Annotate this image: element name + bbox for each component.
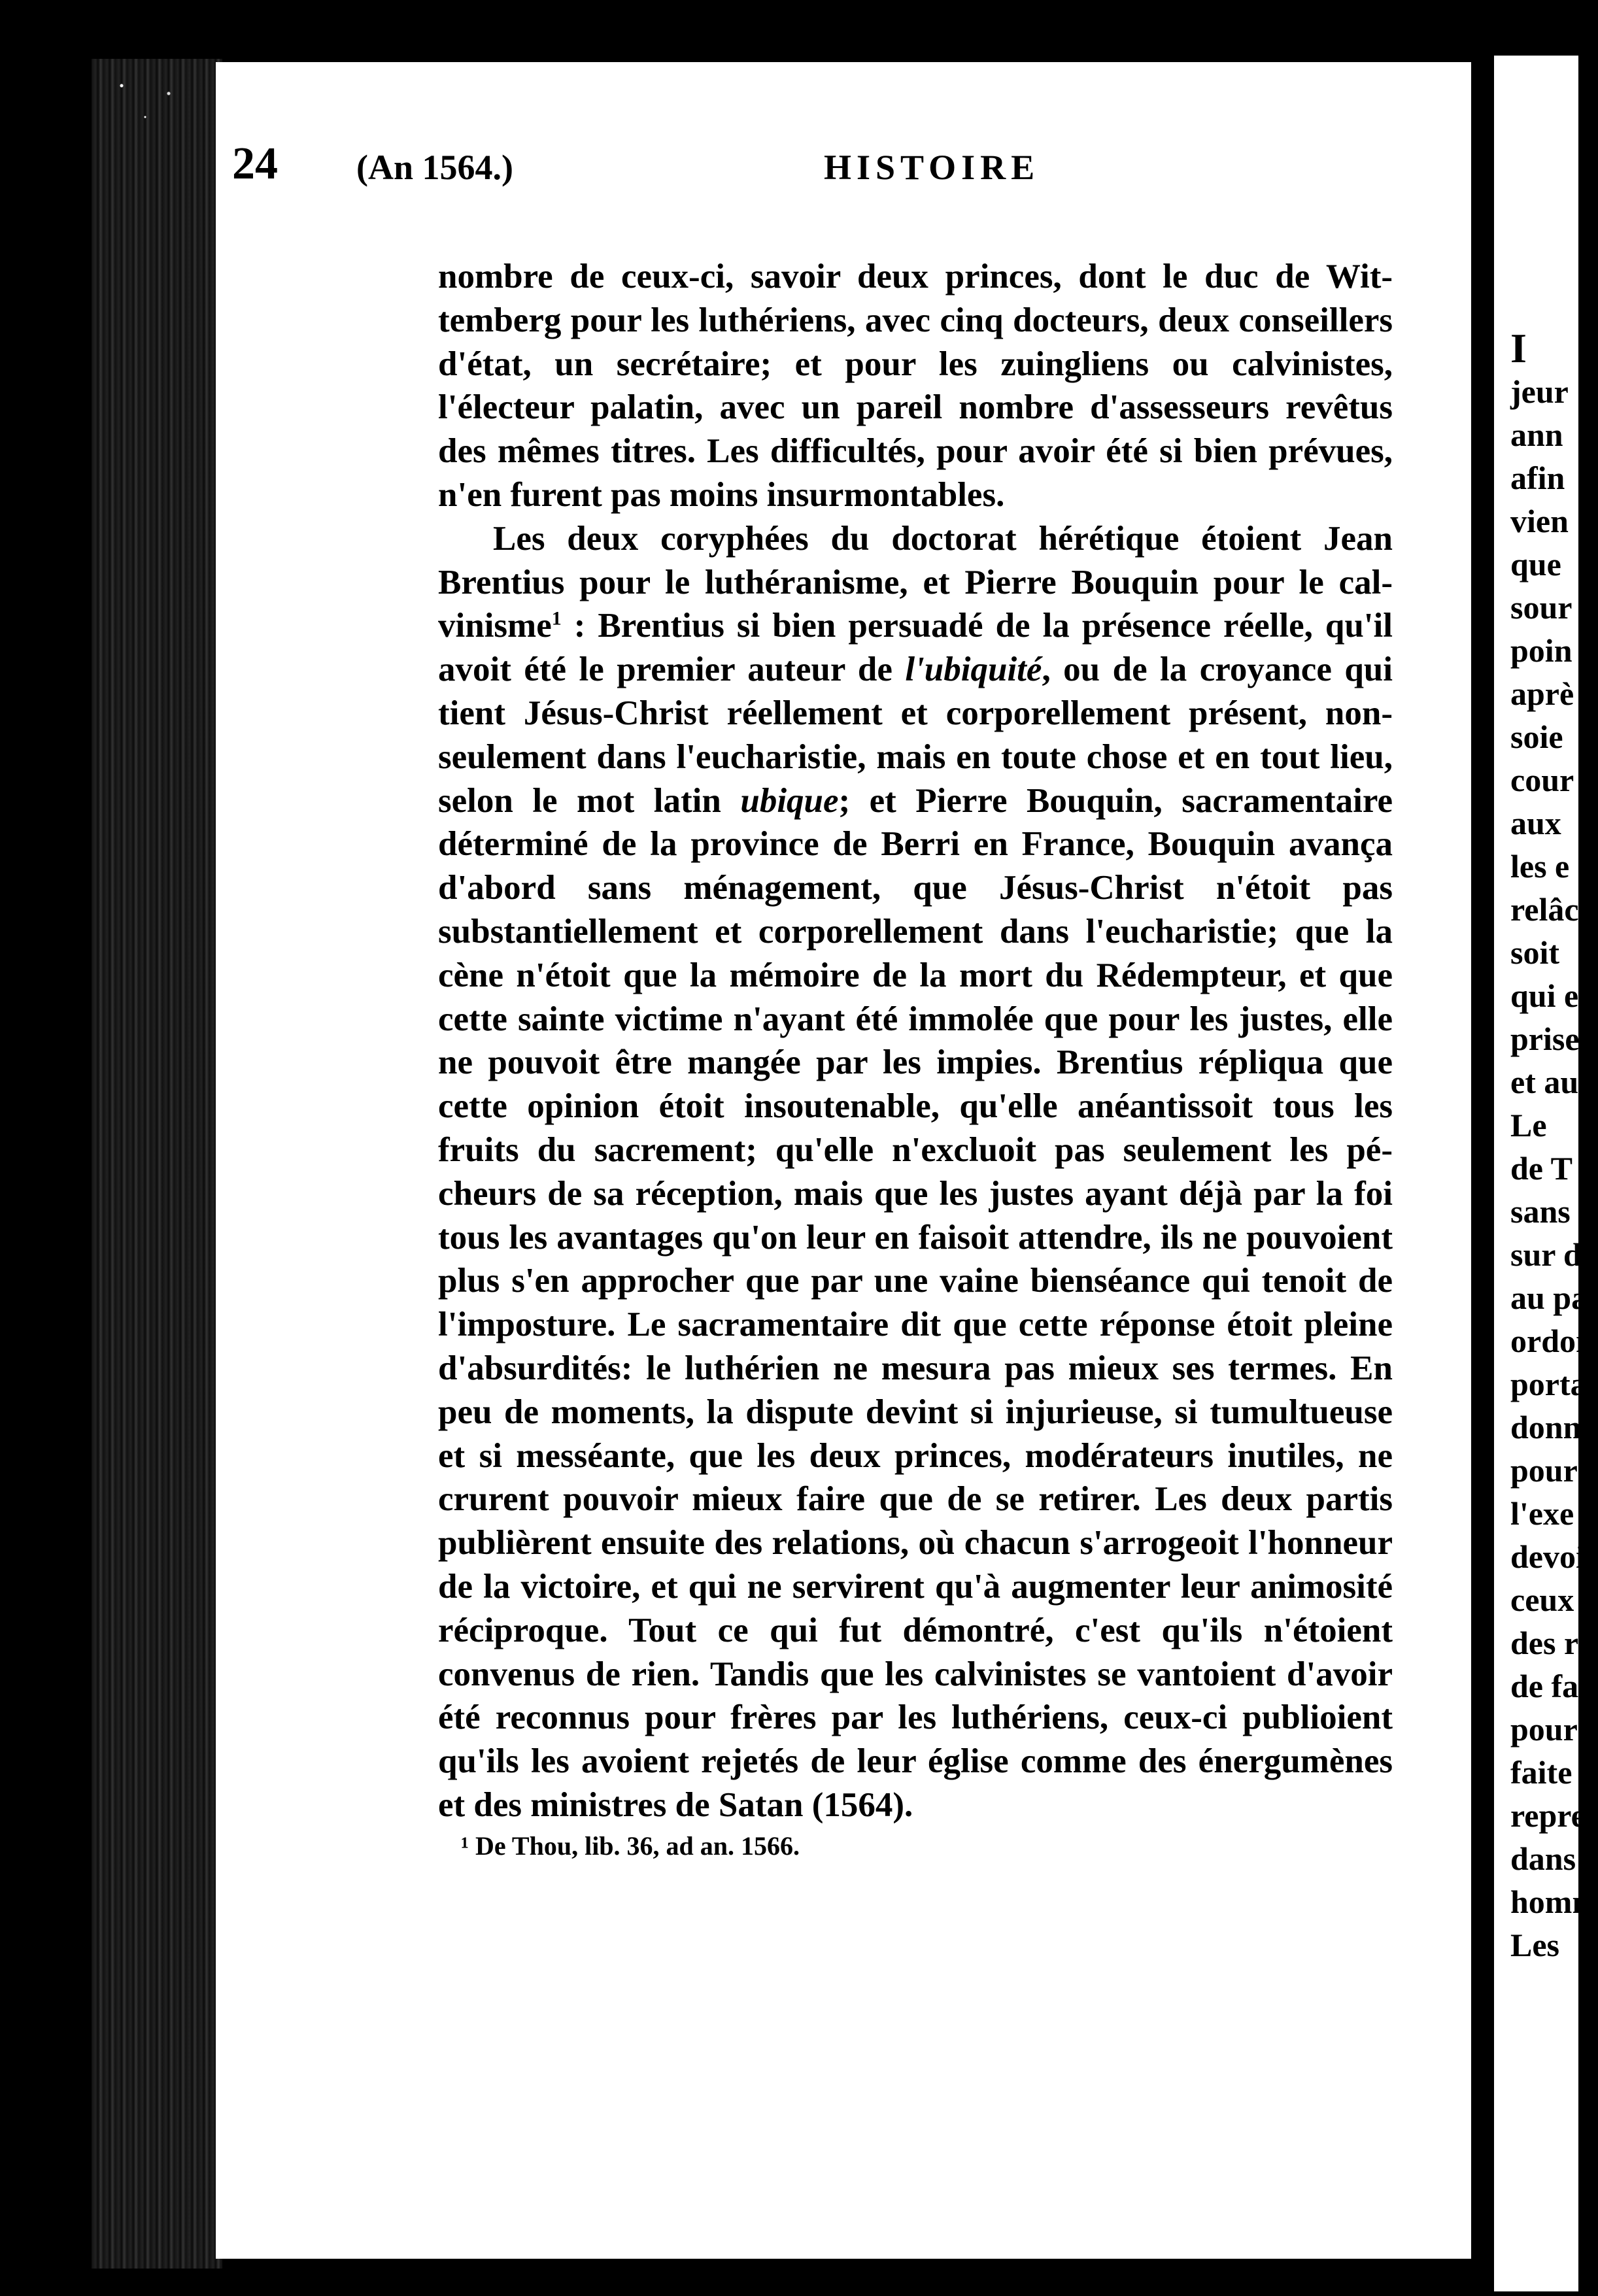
text-run: , ou de la croyance qui tient Jésus-Christ réellement et corporellement présent, nonseulement dans l'eucharistie, mais en toute chose et en tout lieu, selon le mot latin [438, 650, 1393, 820]
text-run: : Brentius si bien persuadé de la présence réelle, qu'il avoit été le premier auteur de [438, 607, 1393, 689]
adjacent-page-line: aprè [1510, 675, 1574, 712]
adjacent-page-line: Les [1510, 1927, 1559, 1963]
adjacent-page-line: des r [1510, 1625, 1579, 1661]
adjacent-page-line: soit [1510, 934, 1559, 971]
running-head [232, 139, 1148, 212]
adjacent-page-line: aux [1510, 805, 1561, 841]
adjacent-page-line: soie [1510, 718, 1563, 755]
adjacent-page-line: homn [1510, 1883, 1591, 1920]
adjacent-page-line: que [1510, 546, 1561, 582]
adjacent-page-line: repres [1510, 1797, 1598, 1834]
book-binding-edge [92, 59, 222, 2269]
adjacent-page-line: les e [1510, 848, 1570, 885]
adjacent-page-line: de fai [1510, 1668, 1588, 1704]
italic-term: ubique [740, 781, 839, 820]
header-title: HISTOIRE [824, 148, 1040, 187]
footnote: ¹ De Thou, lib. 36, ad an. 1566. [461, 1831, 800, 1861]
adjacent-page-line: prise [1510, 1021, 1580, 1057]
adjacent-page-line: dans [1510, 1840, 1576, 1877]
adjacent-page-line: qui e [1510, 977, 1579, 1014]
adjacent-page-line: pour [1510, 1452, 1578, 1489]
adjacent-page-line: l'exe [1510, 1495, 1574, 1532]
adjacent-page-line: relâc [1510, 891, 1579, 928]
italic-term: l'ubiquité [905, 650, 1042, 689]
paragraph [438, 517, 1393, 1827]
adjacent-page-line: I [1510, 325, 1527, 371]
scan-noise [98, 62, 216, 141]
adjacent-page-line: vien [1510, 503, 1569, 539]
footnote-marker: 1 [551, 607, 562, 630]
adjacent-page [1494, 56, 1598, 2291]
adjacent-page-line: au pa [1510, 1279, 1588, 1316]
adjacent-page-line: Le [1510, 1107, 1547, 1143]
paragraph: nombre de ceux-ci, savoir deux princes, dont le duc de Wittemberg pour les luthériens, avec cinq docteurs, deux conseillers d'état, un secrétaire; et pour les zuingliens ou calvinistes, l'électeur palatin, avec un pareil nombre d'assesseurs revêtus des mêmes titres. Les difficultés, pour avoir été si bien prévues, n'en furent pas moins insurmontables. [438, 258, 1393, 514]
adjacent-page-line: afin [1510, 460, 1565, 496]
adjacent-page-text [1510, 327, 1598, 1967]
adjacent-page-line: devoi [1510, 1538, 1585, 1575]
adjacent-page-line: sans [1510, 1193, 1571, 1230]
adjacent-page-line: sour [1510, 589, 1572, 626]
adjacent-page-line: de T [1510, 1150, 1572, 1187]
adjacent-page-line: sur d [1510, 1236, 1582, 1273]
adjacent-page-line: ceux [1510, 1581, 1574, 1618]
adjacent-page-line: donn [1510, 1409, 1582, 1445]
adjacent-page-line: et au [1510, 1064, 1579, 1100]
text-run: Les deux coryphées du doctorat hérétique étoient Jean Brentius pour le luthéranisme, et Pierre Bouquin pour le calvinisme [438, 519, 1393, 645]
adjacent-page-line: poin [1510, 632, 1572, 669]
adjacent-page-line: cour [1510, 762, 1574, 798]
body-text [438, 255, 1393, 1827]
adjacent-page-line: pour [1510, 1711, 1578, 1747]
adjacent-page-line: ann [1510, 416, 1563, 453]
adjacent-page-line: ordon [1510, 1323, 1594, 1359]
adjacent-page-line: jeur [1510, 373, 1569, 410]
adjacent-page-line: porta [1510, 1366, 1587, 1402]
text-run: ; et Pierre Bouquin, sacramentaire déterminé de la province de Berri en France, Bouquin avança d'abord sans ménagement, que Jésus-Christ n'étoit pas substantiellement et corporellement dans l'eucharistie; que la cène n'étoit que la mémoire de la mort du Rédempteur, et que cette sainte victime n'ayant été immolée que pour les justes, elle ne pouvoit être mangée par les impies. Brentius répliqua que cette opinion étoit insoutenable, qu'elle anéantissoit tous les fruits du sacrement; qu'elle n'excluoit pas seulement les pécheurs de sa réception, mais que les justes ayant déjà par la foi tous les avantages qu'on leur en faisoit attendre, ils ne pouvoient plus s'en approcher que par une vaine bienséance qui tenoit de l'imposture. Le sacramentaire dit que cette réponse étoit pleine d'absurdités: le luthérien ne mesura pas mieux ses termes. En peu de moments, la dispute devint si injurieuse, si tumultueuse et si messéante, que les deux princes, modérateurs inutiles, ne crurent pouvoir mieux faire que de se retirer. Les deux partis publièrent ensuite des relations, où chacun s'arrogeoit l'honneur de la victoire, et qui ne servirent qu'à augmenter leur animosité réciproque. Tout ce qui fut démontré, c'est qu'ils n'étoient convenus de rien. Tandis que les calvinistes se vantoient d'avoir été reconnus pour frères par les luthériens, ceux-ci publioient qu'ils les avoient rejetés de leur église comme des énergumènes et des ministres de Satan (1564). [438, 781, 1393, 1824]
year-tag: (An 1564.) [356, 148, 513, 187]
page-number: 24 [232, 139, 278, 189]
adjacent-page-line: faite [1510, 1754, 1572, 1791]
